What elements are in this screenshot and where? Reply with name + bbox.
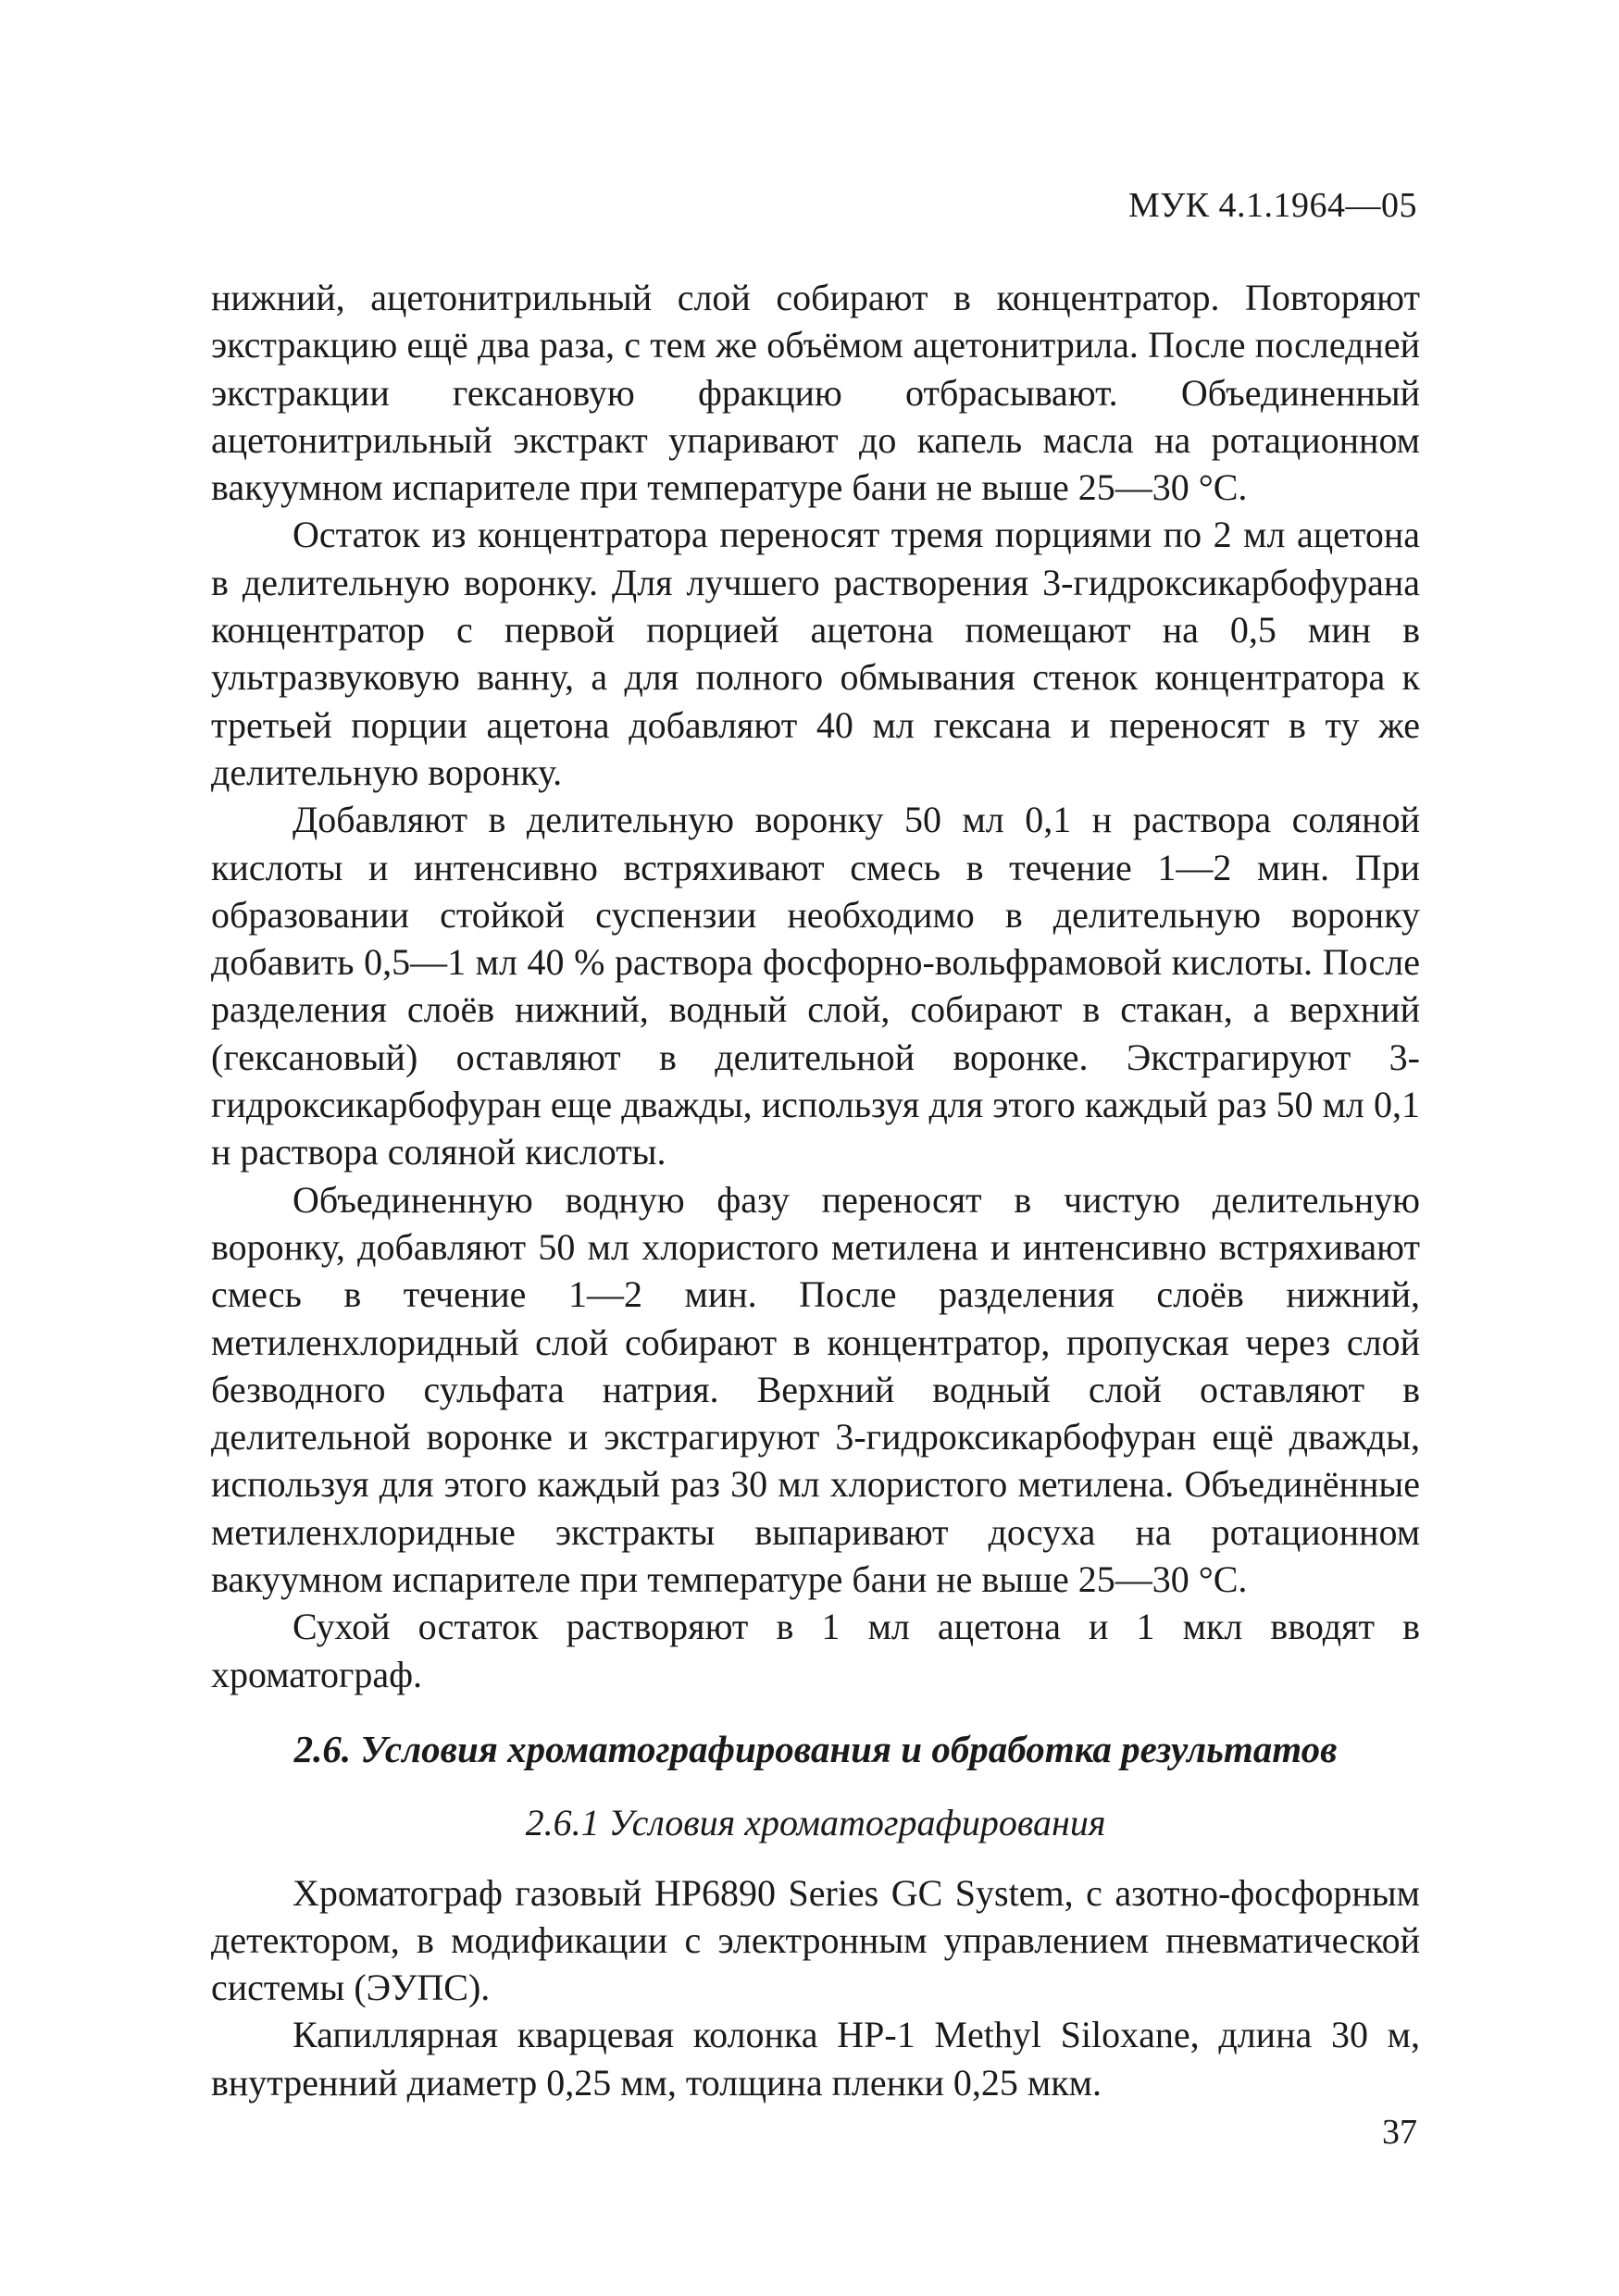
paragraph: Хроматограф газовый HP6890 Series GC System, с азотно-фосфорным детектором, в модификации с электронным управлением пневматической системы (ЭУПС).	[211, 1871, 1420, 2009]
paragraph: Капиллярная кварцевая колонка HP-1 Methyl Siloxane, длина 30 м, внутренний диаметр 0,25 мм, толщина пленки 0,25 мкм.	[211, 2014, 1420, 2104]
paragraph: Остаток из концентратора переносят тремя порциями по 2 мл ацетона в делительную воронку. Для лучшего растворения 3-гидроксикарбофурана концентратор с первой порцией ацетона помещают на 0,5 мин в ультразвуковую ванну, а для полного обмывания стенок концентратора к третьей порции ацетона добавляют 40 мл гексана и переносят в ту же делительную воронку.	[211, 514, 1420, 793]
section-heading: 2.6. Условия хроматографирования и обработка результатов	[293, 1727, 1338, 1770]
subsection-heading: 2.6.1 Условия хроматографирования	[525, 1802, 1106, 1844]
paragraph: Добавляют в делительную воронку 50 мл 0,1 н раствора соляной кислоты и интенсивно встряхивают смесь в течение 1—2 мин. При образовании стойкой суспензии необходимо в делительную воронку добавить 0,5—1 мл 40 % раствора фосфорно-вольфрамовой кислоты. После разделения слоёв нижний, водный слой, собирают в стакан, а верхний (гексановый) оставляют в делительной воронке. Экстрагируют 3-гидроксикарбофуран еще дважды, используя для этого каждый раз 50 мл 0,1 н раствора соляной кислоты.	[211, 799, 1420, 1173]
body-text	[211, 274, 1420, 2106]
document-code-header: МУК 4.1.1964—05	[1127, 186, 1417, 225]
paragraph: Объединенную водную фазу переносят в чистую делительную воронку, добавляют 50 мл хлористого метилена и интенсивно встряхивают смесь в течение 1—2 мин. После разделения слоёв нижний, метиленхлоридный слой собирают в концентратор, пропуская через слой безводного сульфата натрия. Верхний водный слой оставляют в делительной воронке и экстрагируют 3-гидроксикарбофуран ещё дважды, используя для этого каждый раз 30 мл хлористого метилена. Объединённые метиленхлоридные экстракты выпаривают досуха на ротационном вакуумном испарителе при температуре бани не выше 25—30 °С.	[211, 1178, 1420, 1601]
paragraph: Сухой остаток растворяют в 1 мл ацетона и 1 мкл вводят в хроматограф.	[211, 1606, 1420, 1695]
paragraph: нижний, ацетонитрильный слой собирают в концентратор. Повторяют экстракцию ещё два раза, с тем же объёмом ацетонитрила. После последней экстракции гексановую фракцию отбрасывают. Объединенный ацетонитрильный экстракт упаривают до капель масла на ротационном вакуумном испарителе при температуре бани не выше 25—30 °С.	[211, 277, 1420, 509]
page-number: 37	[1382, 2113, 1417, 2152]
